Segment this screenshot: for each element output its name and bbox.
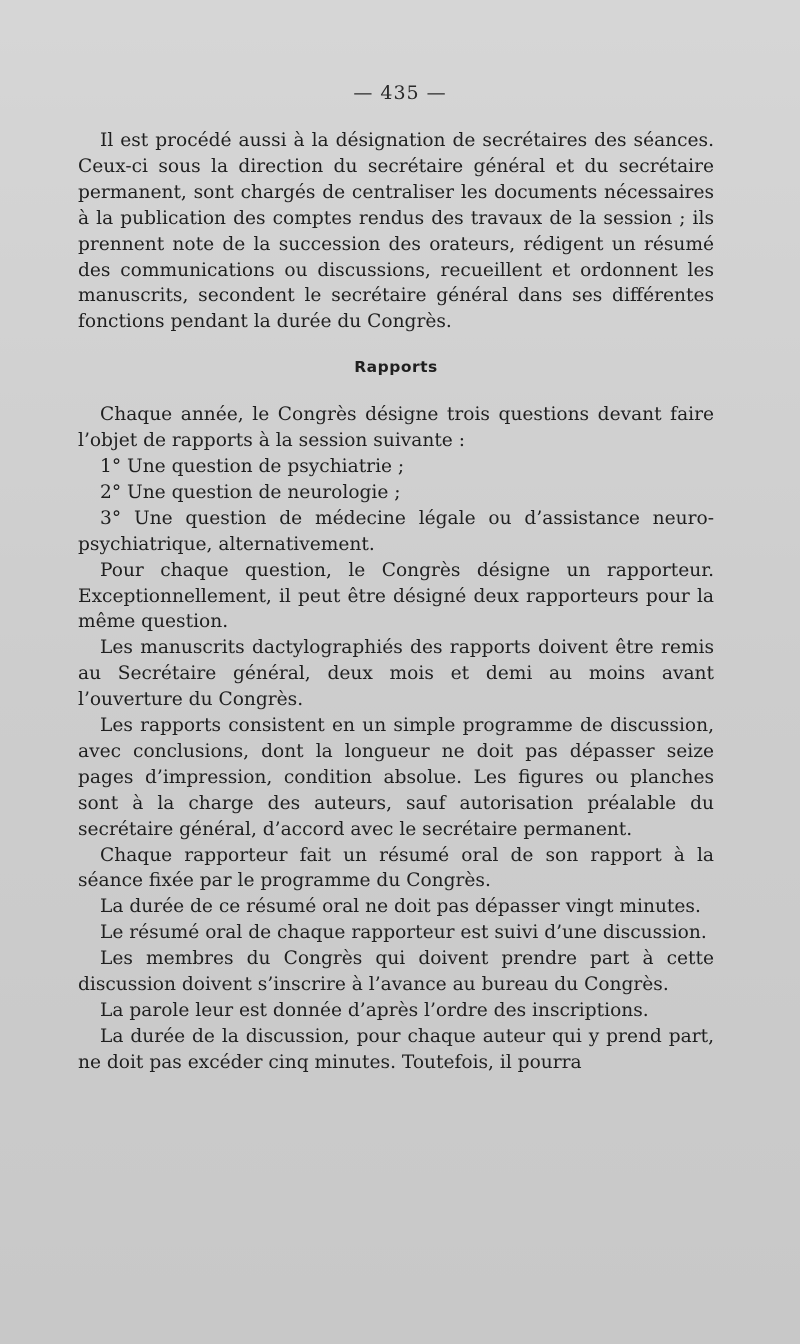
paragraph: Chaque rapporteur fait un résumé oral de son rapport à la séance fixée par le programme du Congrès. <box>78 844 714 892</box>
paragraph: Les membres du Congrès qui doivent prendre part à cette discussion doivent s’inscrire à l’avance au bureau du Congrès. <box>78 948 714 996</box>
page-number: — 435 — <box>353 82 447 104</box>
body-text <box>78 128 714 1076</box>
list-item: 2° Une question de neurologie ; <box>100 481 401 503</box>
paragraph: La durée de la discussion, pour chaque auteur qui y prend part, ne doit pas excéder cinq minutes. Toutefois, il pourra <box>78 1025 714 1073</box>
section-heading: Rapports <box>354 358 438 377</box>
paragraph: La parole leur est donnée d’après l’ordre des inscriptions. <box>100 1000 649 1021</box>
intro-paragraph: Il est procédé aussi à la désignation de secrétaires des séances. Ceux-ci sous la direction du secrétaire général et du secrétaire permanent, sont chargés de centraliser les documents nécessaires à la publication des comptes rendus des travaux de la session ; ils prennent note de la succession des orateurs, rédigent un résumé des communications ou discussions, recueillent et ordonnent les manuscrits, secondent le secrétaire général dans ses différentes fonctions pendant la durée du Congrès. <box>78 130 714 333</box>
list-item: 1° Une question de psychiatrie ; <box>100 455 405 477</box>
paragraph: Pour chaque question, le Congrès désigne un rapporteur. Exceptionnellement, il peut être désigné deux rapporteurs pour la même question. <box>78 559 714 633</box>
paragraph: Les rapports consistent en un simple programme de discussion, avec conclusions, dont la longueur ne doit pas dépasser seize pages d’impression, condition absolue. Les figures ou planches sont à la charge des auteurs, sauf autorisation préalable du secrétaire général, d’accord avec le secrétaire permanent. <box>78 715 714 840</box>
paragraph: Chaque année, le Congrès désigne trois questions devant faire l’objet de rapports à la session suivante : <box>78 404 714 452</box>
list-item: 3° Une question de médecine légale ou d’assistance neuro-psychiatrique, alternativement. <box>78 507 714 555</box>
paragraph: Le résumé oral de chaque rapporteur est suivi d’une discussion. <box>100 922 707 944</box>
paragraph: Les manuscrits dactylographiés des rapports doivent être remis au Secrétaire général, deux mois et demi au moins avant l’ouverture du Congrès. <box>78 637 714 711</box>
paragraph: La durée de ce résumé oral ne doit pas dépasser vingt minutes. <box>100 896 701 918</box>
